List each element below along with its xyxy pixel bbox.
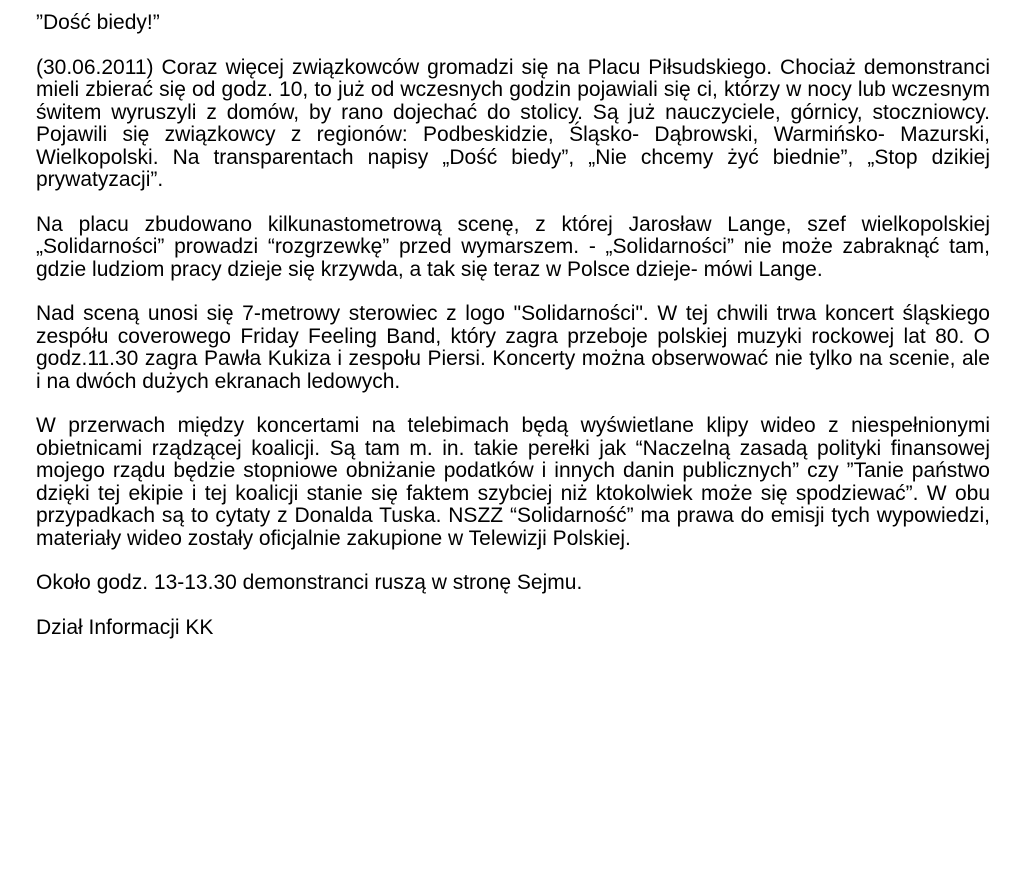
paragraph-intro: (30.06.2011) Coraz więcej związkowców gromadzi się na Placu Piłsudskiego. Chociaż demonstranci mieli zbierać się od godz. 10, to już od wczesnych godzin pojawiali się ci, którzy w nocy lub wczesnym świtem wyruszyli z domów, by rano dojechać do stolicy. Są już nauczyciele, górnicy, stoczniowcy. Pojawili się związkowcy z regionów: Podbeskidzie, Śląsko- Dąbrowski, Warmińsko- Mazurski, Wielkopolski. Na transparentach napisy „Dość biedy”, „Nie chcemy żyć biednie”, „Stop dzikiej prywatyzacji”.: [36, 55, 990, 191]
paragraph-video-clips: W przerwach między koncertami na telebimach będą wyświetlane klipy wideo z niespełnionymi obietnicami rządzącej koalicji. Są tam m. in. takie perełki jak “Naczelną zasadą polityki finansowej mojego rządu będzie stopniowe obniżanie podatków i innych danin publicznych” czy ”Tanie państwo dzięki tej ekipie i tej koalicji stanie się faktem szybciej niż ktokolwiek może się spodziewać”. W obu przypadkach są to cytaty z Donalda Tuska. NSZZ “Solidarność” ma prawa do emisji tych wypowiedzi, materiały wideo zostały oficjalnie zakupione w Telewizji Polskiej.: [36, 414, 990, 550]
document-title: ”Dość biedy!”: [36, 11, 160, 34]
paragraph-stage: Na placu zbudowano kilkunastometrową scenę, z której Jarosław Lange, szef wielkopolskiej „Solidarności” prowadzi “rozgrzewkę” przed wymarszem. - „Solidarności” nie może zabraknąć tam, gdzie ludziom pracy dzieje się krzywda, a tak się teraz w Polsce dzieje- mówi Lange.: [36, 212, 990, 281]
paragraph-march: Około godz. 13-13.30 demonstranci ruszą w stronę Sejmu.: [36, 571, 583, 594]
paragraph-concert: Nad sceną unosi się 7-metrowy sterowiec z logo "Solidarności". W tej chwili trwa koncert śląskiego zespółu coverowego Friday Feeling Band, który zagra przeboje polskiej muzyki rockowej lat 80. O godz.11.30 zagra Pawła Kukiza i zespołu Piersi. Koncerty można obserwować nie tylko na scenie, ale i na dwóch dużych ekranach ledowych.: [36, 302, 990, 393]
document-body: [36, 12, 990, 661]
document-signature: Dział Informacji KK: [36, 615, 214, 639]
